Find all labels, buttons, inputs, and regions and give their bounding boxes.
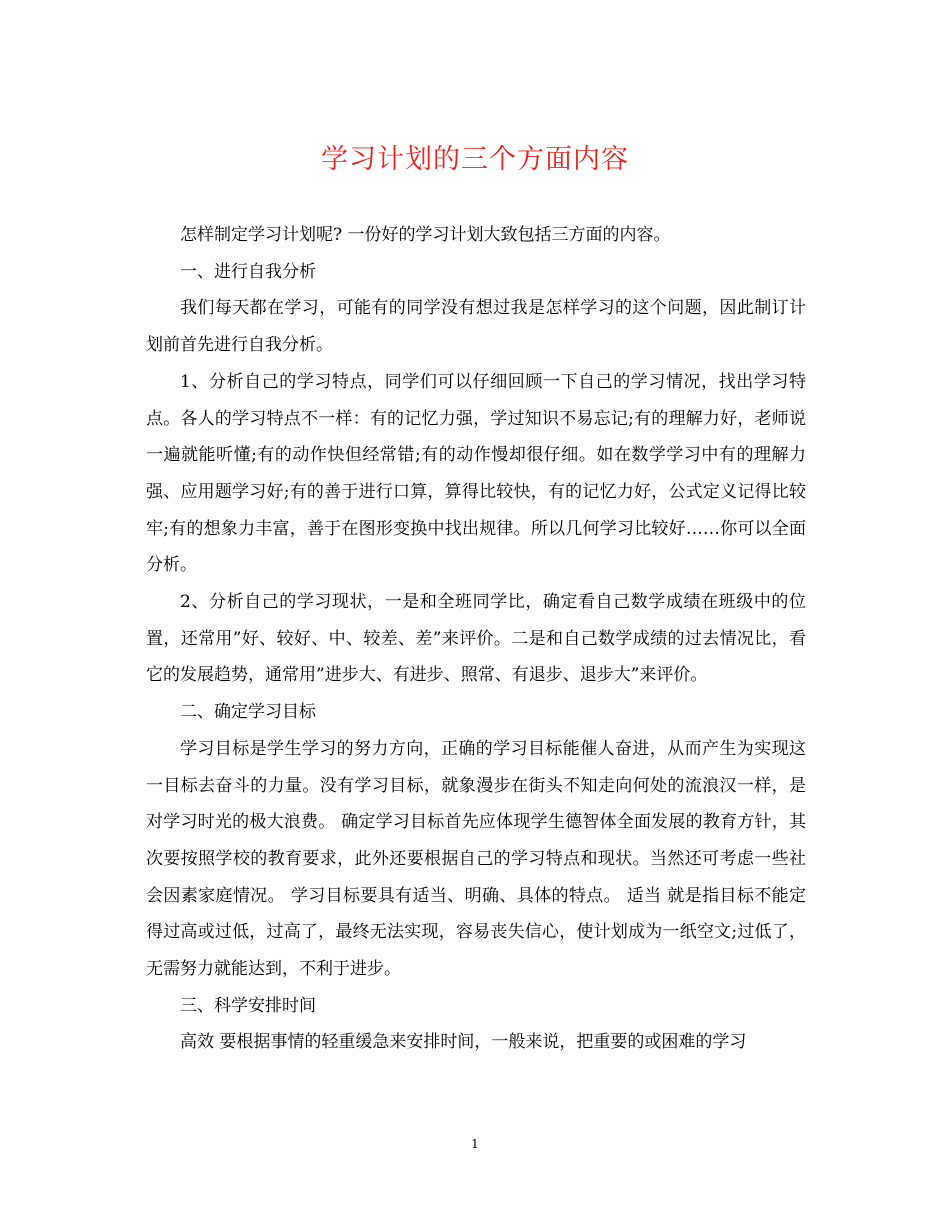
time-paragraph: 高效 要根据事情的轻重缓急来安排时间，一般来说，把重要的或困难的学习 [180,1032,747,1053]
page-number: 1 [471,1137,479,1151]
self-analysis-paragraph: 我们每天都在学习，可能有的同学没有想过我是怎样学习的这个问题，因此制订计划前首先进行自我分析。 [146,298,806,356]
document-title: 学习计划的三个方面内容 [321,144,629,175]
goals-paragraph: 学习目标是学生学习的努力方向，正确的学习目标能催人奋进，从而产生为实现这一目标去奋斗的力量。没有学习目标，就象漫步在街头不知走向何处的流浪汉一样，是对学习时光的极大浪费。 确定学习目标首先应体现学生德智体全面发展的教育方针，其次要按照学校的教育要求，此外还要根据自己的学习特点和现状。当然还可考虑一些社会因素家庭情况。 学习目标要具有适当、明确、具体的特点。 适当 就是指目标不能定得过高或过低，过高了，最终无法实现，容易丧失信心，使计划成为一纸空文;过低了，无需努力就能达到，不利于进步。 [146,738,806,980]
learning-status-paragraph: 2、分析自己的学习现状，一是和全班同学比，确定看自己数学成绩在班级中的位置，还常用”好、较好、中、较差、差”来评价。二是和自己数学成绩的过去情况比，看它的发展趋势，通常用”进步大、有进步、照常、有退步、退步大”来评价。 [146,592,806,686]
section-heading-time: 三、科学安排时间 [180,995,316,1016]
section-heading-self-analysis: 一、进行自我分析 [180,261,316,282]
section-heading-goals: 二、确定学习目标 [180,702,316,723]
learning-traits-paragraph: 1、分析自己的学习特点，同学们可以仔细回顾一下自己的学习情况，找出学习特点。各人的学习特点不一样：有的记忆力强，学过知识不易忘记;有的理解力好，老师说一遍就能听懂;有的动作快但经常错;有的动作慢却很仔细。如在数学学习中有的理解力强、应用题学习好;有的善于进行口算，算得比较快，有的记忆力好，公式定义记得比较牢;有的想象力丰富，善于在图形变换中找出规律。所以几何学习比较好……你可以全面分析。 [146,371,806,576]
intro-paragraph: 怎样制定学习计划呢? 一份好的学习计划大致包括三方面的内容。 [180,225,671,245]
document-body [146,217,806,1061]
